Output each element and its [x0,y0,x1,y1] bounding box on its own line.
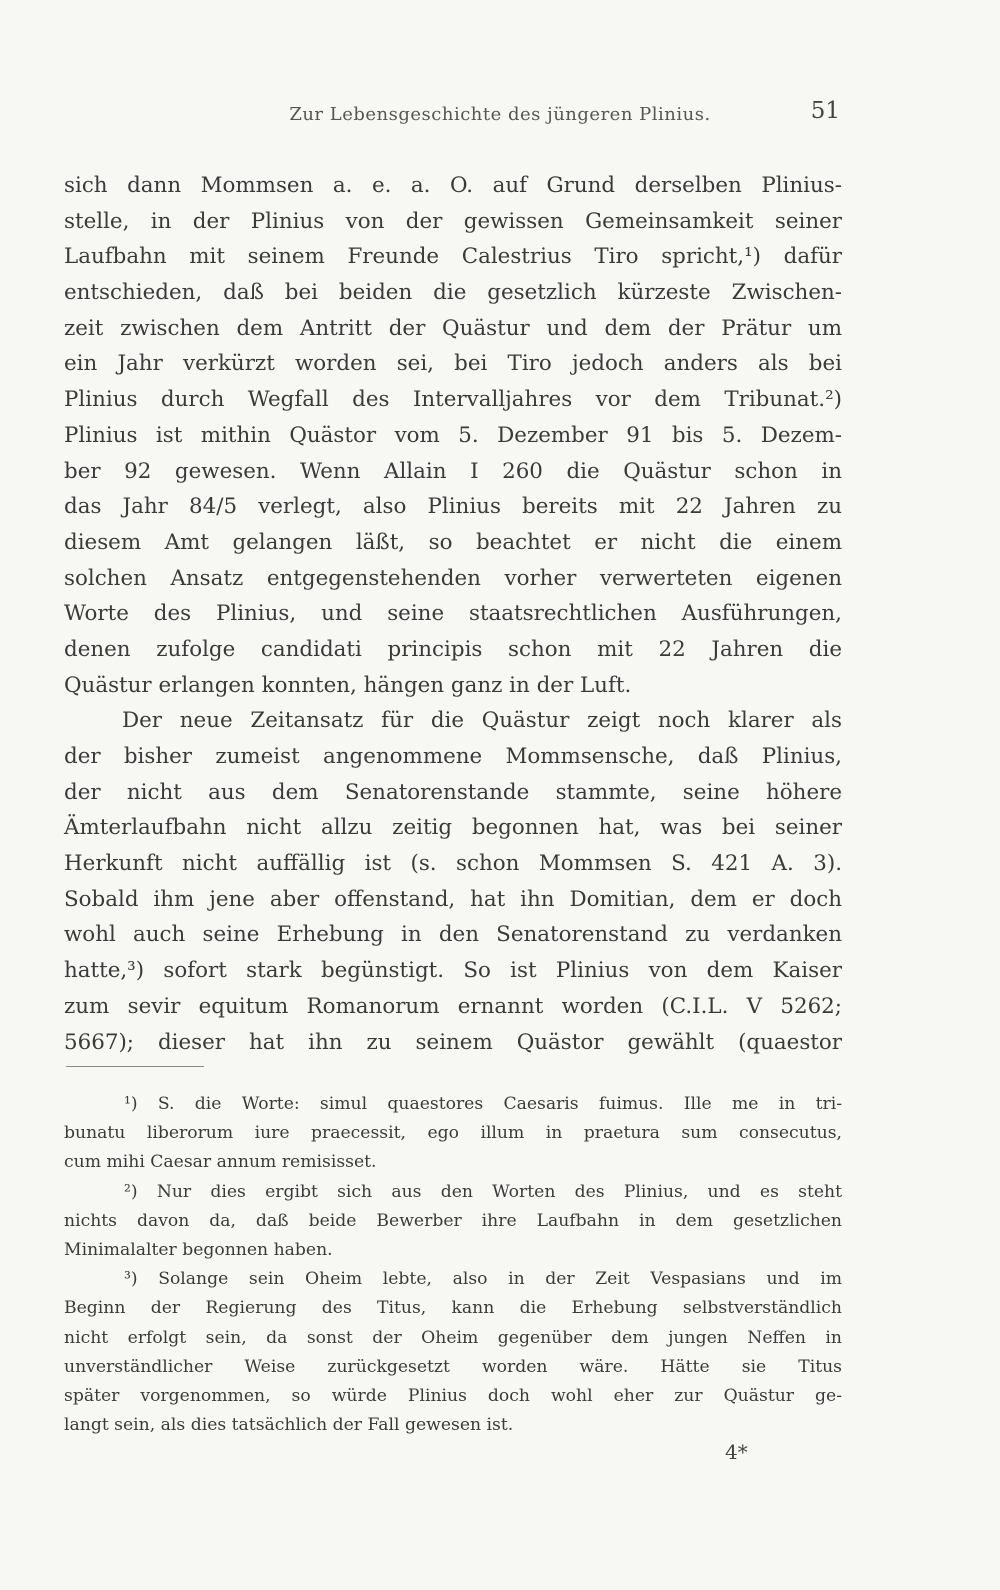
footnote-line: langt sein, als dies tatsächlich der Fall gewesen ist. [64,1415,514,1436]
page-number: 51 [810,98,840,124]
body-line: Ämterlaufbahn nicht allzu zeitig begonnen hat, was bei seiner [64,815,842,841]
body-line: Der neue Zeitansatz für die Quästur zeigt noch klarer als [122,708,842,734]
body-line: Worte des Plinius, und seine staatsrechtlichen Ausführungen, [64,601,842,627]
body-line: wohl auch seine Erhebung in den Senatorenstand zu verdanken [64,922,842,948]
body-line: der nicht aus dem Senatorenstande stammte, seine höhere [64,779,842,805]
body-line: Laufbahn mit seinem Freunde Calestrius Tiro spricht,¹) dafür [64,244,842,270]
footnote-rule [66,1066,204,1067]
footnote-line: unverständlicher Weise zurückgesetzt worden wäre. Hätte sie Titus [64,1356,842,1377]
footnote-line: ³) Solange sein Oheim lebte, also in der Zeit Vespasians und im [124,1269,842,1290]
body-line: solchen Ansatz entgegenstehenden vorher verwerteten eigenen [64,565,842,591]
body-line: stelle, in der Plinius von der gewissen Gemeinsamkeit seiner [64,208,842,234]
body-line: denen zufolge candidati principis schon mit 22 Jahren die [64,636,842,662]
body-line: 5667); dieser hat ihn zu seinem Quästor gewählt (quaestor [64,1029,842,1055]
footnote-line: Minimalalter begonnen haben. [64,1239,333,1260]
running-head: Zur Lebensgeschichte des jüngeren Plinius. [289,104,711,125]
body-line: diesem Amt gelangen läßt, so beachtet er nicht die einem [64,529,842,555]
body-line: das Jahr 84/5 verlegt, also Plinius bereits mit 22 Jahren zu [64,494,842,520]
body-line: Herkunft nicht auffällig ist (s. schon Mommsen S. 421 A. 3). [64,851,842,877]
footnote-line: nicht erfolgt sein, da sonst der Oheim gegenüber dem jungen Neffen in [64,1327,842,1348]
signature-mark: 4* [725,1440,748,1464]
footnote-line: später vorgenommen, so würde Plinius doch wohl eher zur Quästur ge- [64,1385,842,1406]
footnotes [64,1090,842,1440]
body-line: Quästur erlangen konnten, hängen ganz in der Luft. [64,672,632,698]
footnote-line: nichts davon da, daß beide Bewerber ihre Laufbahn in dem gesetzlichen [64,1210,842,1231]
body-line: Plinius durch Wegfall des Intervalljahres vor dem Tribunat.²) [64,387,842,413]
body-line: zum sevir equitum Romanorum ernannt worden (C.I.L. V 5262; [64,993,842,1019]
footnote-line: ²) Nur dies ergibt sich aus den Worten des Plinius, und es steht [124,1181,842,1202]
footnote-line: bunatu liberorum iure praecessit, ego illum in praetura sum consecutus, [64,1123,842,1144]
body-line: ber 92 gewesen. Wenn Allain I 260 die Quästur schon in [64,458,842,484]
footnote-line: ¹) S. die Worte: simul quaestores Caesaris fuimus. Ille me in tri- [124,1094,842,1114]
body-line: zeit zwischen dem Antritt der Quästur und dem der Prätur um [64,315,842,341]
footnote-line: cum mihi Caesar annum remisisset. [64,1152,377,1173]
footnote-line: Beginn der Regierung des Titus, kann die Erhebung selbstverständlich [64,1298,842,1319]
body-line: Sobald ihm jene aber offenstand, hat ihn Domitian, dem er doch [64,886,842,912]
body-line: der bisher zumeist angenommene Mommsensche, daß Plinius, [64,744,842,769]
body-line: hatte,³) sofort stark begünstigt. So ist Plinius von dem Kaiser [64,958,842,984]
body-line: Plinius ist mithin Quästor vom 5. Dezember 91 bis 5. Dezem- [64,422,842,448]
body-line: entschieden, daß bei beiden die gesetzlich kürzeste Zwischen- [64,280,842,306]
body-line: ein Jahr verkürzt worden sei, bei Tiro jedoch anders als bei [64,351,842,377]
body-text [64,168,842,1060]
body-line: sich dann Mommsen a. e. a. O. auf Grund derselben Plinius- [64,173,842,198]
